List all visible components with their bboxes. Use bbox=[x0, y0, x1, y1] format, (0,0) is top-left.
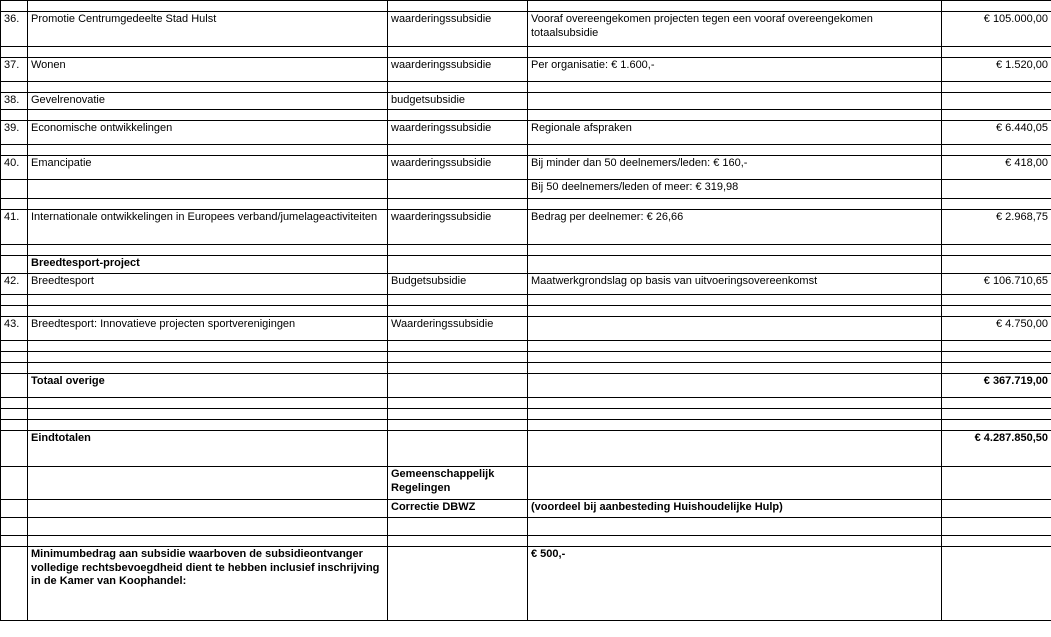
cell-subsidy-type[interactable]: Budgetsubsidie bbox=[388, 273, 528, 294]
table-row bbox=[1, 546, 1051, 620]
cell-subsidy-type[interactable] bbox=[388, 179, 528, 198]
cell-amount[interactable] bbox=[942, 93, 1051, 110]
cell-number[interactable] bbox=[1, 499, 28, 517]
table-row bbox=[1, 58, 1051, 82]
cell-basis[interactable]: (voordeel bij aanbesteding Huishoudelijke Hulp) bbox=[528, 499, 942, 517]
cell-description[interactable] bbox=[28, 294, 388, 305]
cell-amount[interactable] bbox=[942, 82, 1051, 93]
cell-amount[interactable] bbox=[942, 499, 1051, 517]
table-row bbox=[1, 93, 1051, 110]
cell-basis[interactable] bbox=[528, 294, 942, 305]
table-row bbox=[1, 408, 1051, 419]
cell-number[interactable] bbox=[1, 430, 28, 466]
cell-number[interactable] bbox=[1, 517, 28, 535]
table-row bbox=[1, 397, 1051, 408]
cell-amount[interactable] bbox=[942, 419, 1051, 430]
cell-subsidy-type[interactable]: waarderingssubsidie bbox=[388, 58, 528, 82]
cell-subsidy-type[interactable]: waarderingssubsidie bbox=[388, 12, 528, 47]
cell-amount[interactable] bbox=[942, 179, 1051, 198]
cell-basis[interactable]: € 500,- bbox=[528, 546, 942, 620]
cell-description[interactable]: Internationale ontwikkelingen in Europees verband/jumelageactiviteiten bbox=[28, 209, 388, 244]
cell-basis[interactable]: Bedrag per deelnemer: € 26,66 bbox=[528, 209, 942, 244]
cell-number[interactable] bbox=[1, 419, 28, 430]
cell-description[interactable]: Eindtotalen bbox=[28, 430, 388, 466]
cell-amount[interactable] bbox=[942, 144, 1051, 155]
cell-number[interactable] bbox=[1, 294, 28, 305]
table-row bbox=[1, 82, 1051, 93]
cell-subsidy-type[interactable] bbox=[388, 244, 528, 255]
cell-basis[interactable] bbox=[528, 198, 942, 209]
cell-number[interactable] bbox=[1, 144, 28, 155]
cell-basis[interactable]: Per organisatie: € 1.600,- bbox=[528, 58, 942, 82]
cell-subsidy-type[interactable] bbox=[388, 430, 528, 466]
cell-description[interactable] bbox=[28, 109, 388, 120]
cell-subsidy-type[interactable]: Gemeenschappelijk Regelingen bbox=[388, 466, 528, 499]
cell-basis[interactable] bbox=[528, 109, 942, 120]
cell-description[interactable] bbox=[28, 144, 388, 155]
cell-number[interactable] bbox=[1, 82, 28, 93]
table-row bbox=[1, 209, 1051, 244]
cell-amount[interactable] bbox=[942, 47, 1051, 58]
table-row bbox=[1, 351, 1051, 362]
table-row bbox=[1, 1, 1051, 12]
cell-amount[interactable] bbox=[942, 351, 1051, 362]
table-row bbox=[1, 373, 1051, 397]
cell-number[interactable]: 36. bbox=[1, 12, 28, 47]
cell-amount[interactable] bbox=[942, 517, 1051, 535]
cell-subsidy-type[interactable] bbox=[388, 517, 528, 535]
cell-number[interactable]: 38. bbox=[1, 93, 28, 110]
cell-number[interactable] bbox=[1, 340, 28, 351]
cell-description[interactable]: Economische ontwikkelingen bbox=[28, 120, 388, 144]
cell-basis[interactable]: Regionale afspraken bbox=[528, 120, 942, 144]
cell-basis[interactable] bbox=[528, 373, 942, 397]
cell-basis[interactable]: Vooraf overeengekomen projecten tegen een vooraf overeengekomen totaalsubsidie bbox=[528, 12, 942, 47]
cell-subsidy-type[interactable] bbox=[388, 373, 528, 397]
cell-amount[interactable]: € 4.287.850,50 bbox=[942, 430, 1051, 466]
cell-description[interactable] bbox=[28, 82, 388, 93]
cell-number[interactable] bbox=[1, 466, 28, 499]
table-row bbox=[1, 120, 1051, 144]
cell-subsidy-type[interactable] bbox=[388, 255, 528, 273]
table-row bbox=[1, 294, 1051, 305]
table-row bbox=[1, 499, 1051, 517]
cell-description[interactable] bbox=[28, 1, 388, 12]
table-row bbox=[1, 419, 1051, 430]
cell-description[interactable] bbox=[28, 305, 388, 316]
cell-basis[interactable] bbox=[528, 397, 942, 408]
cell-subsidy-type[interactable] bbox=[388, 408, 528, 419]
table-row bbox=[1, 340, 1051, 351]
cell-subsidy-type[interactable] bbox=[388, 82, 528, 93]
cell-basis[interactable] bbox=[528, 408, 942, 419]
cell-description[interactable] bbox=[28, 198, 388, 209]
cell-number[interactable] bbox=[1, 546, 28, 620]
cell-subsidy-type[interactable] bbox=[388, 419, 528, 430]
cell-amount[interactable] bbox=[942, 466, 1051, 499]
cell-subsidy-type[interactable] bbox=[388, 198, 528, 209]
cell-number[interactable]: 43. bbox=[1, 316, 28, 340]
cell-basis[interactable] bbox=[528, 535, 942, 546]
cell-number[interactable] bbox=[1, 1, 28, 12]
cell-number[interactable]: 41. bbox=[1, 209, 28, 244]
cell-amount[interactable]: € 1.520,00 bbox=[942, 58, 1051, 82]
cell-subsidy-type[interactable] bbox=[388, 109, 528, 120]
cell-subsidy-type[interactable]: waarderingssubsidie bbox=[388, 120, 528, 144]
table-row bbox=[1, 198, 1051, 209]
cell-basis[interactable] bbox=[528, 362, 942, 373]
cell-subsidy-type[interactable]: waarderingssubsidie bbox=[388, 209, 528, 244]
cell-subsidy-type[interactable] bbox=[388, 305, 528, 316]
table-row bbox=[1, 535, 1051, 546]
table-row bbox=[1, 109, 1051, 120]
cell-subsidy-type[interactable]: waarderingssubsidie bbox=[388, 155, 528, 179]
cell-description[interactable] bbox=[28, 499, 388, 517]
cell-basis[interactable] bbox=[528, 517, 942, 535]
cell-number[interactable]: 39. bbox=[1, 120, 28, 144]
cell-description[interactable]: Breedtesport-project bbox=[28, 255, 388, 273]
cell-description[interactable]: Wonen bbox=[28, 58, 388, 82]
cell-basis[interactable] bbox=[528, 430, 942, 466]
cell-amount[interactable] bbox=[942, 294, 1051, 305]
cell-description[interactable] bbox=[28, 419, 388, 430]
table-row bbox=[1, 517, 1051, 535]
cell-subsidy-type[interactable] bbox=[388, 1, 528, 12]
table-row bbox=[1, 305, 1051, 316]
cell-amount[interactable]: € 6.440,05 bbox=[942, 120, 1051, 144]
cell-description[interactable] bbox=[28, 179, 388, 198]
cell-subsidy-type[interactable]: budgetsubsidie bbox=[388, 93, 528, 110]
cell-number[interactable] bbox=[1, 198, 28, 209]
table-row bbox=[1, 47, 1051, 58]
cell-description[interactable] bbox=[28, 466, 388, 499]
cell-number[interactable] bbox=[1, 397, 28, 408]
cell-amount[interactable] bbox=[942, 535, 1051, 546]
table-row bbox=[1, 316, 1051, 340]
table-row bbox=[1, 362, 1051, 373]
table-row bbox=[1, 244, 1051, 255]
cell-description[interactable] bbox=[28, 47, 388, 58]
cell-description[interactable]: Minimumbedrag aan subsidie waarboven de subsidieontvanger volledige rechtsbevoegdheid dient te hebben inclusief inschrijving in de Kamer van Koophandel: bbox=[28, 546, 388, 620]
cell-description[interactable] bbox=[28, 517, 388, 535]
cell-subsidy-type[interactable] bbox=[388, 144, 528, 155]
cell-description[interactable] bbox=[28, 408, 388, 419]
cell-number[interactable] bbox=[1, 179, 28, 198]
cell-number[interactable] bbox=[1, 535, 28, 546]
cell-basis[interactable] bbox=[528, 305, 942, 316]
cell-amount[interactable]: € 2.968,75 bbox=[942, 209, 1051, 244]
cell-number[interactable]: 37. bbox=[1, 58, 28, 82]
cell-subsidy-type[interactable]: Correctie DBWZ bbox=[388, 499, 528, 517]
cell-number[interactable] bbox=[1, 305, 28, 316]
cell-amount[interactable] bbox=[942, 1, 1051, 12]
cell-amount[interactable] bbox=[942, 198, 1051, 209]
cell-subsidy-type[interactable] bbox=[388, 340, 528, 351]
cell-number[interactable] bbox=[1, 408, 28, 419]
cell-basis[interactable] bbox=[528, 255, 942, 273]
cell-amount[interactable]: € 105.000,00 bbox=[942, 12, 1051, 47]
cell-description[interactable]: Breedtesport bbox=[28, 273, 388, 294]
cell-description[interactable]: Promotie Centrumgedeelte Stad Hulst bbox=[28, 12, 388, 47]
cell-amount[interactable]: € 367.719,00 bbox=[942, 373, 1051, 397]
table-row bbox=[1, 430, 1051, 466]
table-row bbox=[1, 155, 1051, 179]
cell-basis[interactable] bbox=[528, 419, 942, 430]
cell-amount[interactable] bbox=[942, 305, 1051, 316]
cell-amount[interactable] bbox=[942, 340, 1051, 351]
table-row bbox=[1, 273, 1051, 294]
table-row bbox=[1, 255, 1051, 273]
cell-description[interactable] bbox=[28, 340, 388, 351]
table-row bbox=[1, 144, 1051, 155]
cell-amount[interactable]: € 4.750,00 bbox=[942, 316, 1051, 340]
table-row bbox=[1, 466, 1051, 499]
cell-subsidy-type[interactable] bbox=[388, 362, 528, 373]
cell-subsidy-type[interactable] bbox=[388, 397, 528, 408]
table-row bbox=[1, 179, 1051, 198]
cell-number[interactable]: 40. bbox=[1, 155, 28, 179]
cell-basis[interactable]: Bij 50 deelnemers/leden of meer: € 319,98 bbox=[528, 179, 942, 198]
cell-subsidy-type[interactable]: Waarderingssubsidie bbox=[388, 316, 528, 340]
cell-subsidy-type[interactable] bbox=[388, 351, 528, 362]
cell-amount[interactable] bbox=[942, 255, 1051, 273]
cell-number[interactable] bbox=[1, 255, 28, 273]
cell-description[interactable]: Emancipatie bbox=[28, 155, 388, 179]
cell-amount[interactable] bbox=[942, 408, 1051, 419]
cell-amount[interactable] bbox=[942, 109, 1051, 120]
cell-number[interactable]: 42. bbox=[1, 273, 28, 294]
cell-description[interactable] bbox=[28, 362, 388, 373]
cell-number[interactable] bbox=[1, 373, 28, 397]
cell-number[interactable] bbox=[1, 351, 28, 362]
cell-basis[interactable]: Bij minder dan 50 deelnemers/leden: € 160,- bbox=[528, 155, 942, 179]
cell-basis[interactable] bbox=[528, 144, 942, 155]
cell-description[interactable]: Gevelrenovatie bbox=[28, 93, 388, 110]
cell-description[interactable] bbox=[28, 397, 388, 408]
table-body bbox=[1, 1, 1051, 621]
cell-description[interactable] bbox=[28, 351, 388, 362]
cell-number[interactable] bbox=[1, 244, 28, 255]
cell-amount[interactable] bbox=[942, 546, 1051, 620]
cell-amount[interactable] bbox=[942, 244, 1051, 255]
cell-basis[interactable] bbox=[528, 351, 942, 362]
cell-basis[interactable] bbox=[528, 466, 942, 499]
cell-description[interactable]: Breedtesport: Innovatieve projecten sportverenigingen bbox=[28, 316, 388, 340]
cell-basis[interactable]: Maatwerkgrondslag op basis van uitvoeringsovereenkomst bbox=[528, 273, 942, 294]
cell-number[interactable] bbox=[1, 47, 28, 58]
cell-basis[interactable] bbox=[528, 82, 942, 93]
cell-basis[interactable] bbox=[528, 340, 942, 351]
cell-description[interactable]: Totaal overige bbox=[28, 373, 388, 397]
cell-number[interactable] bbox=[1, 109, 28, 120]
cell-amount[interactable]: € 418,00 bbox=[942, 155, 1051, 179]
cell-description[interactable] bbox=[28, 535, 388, 546]
cell-number[interactable] bbox=[1, 362, 28, 373]
cell-subsidy-type[interactable] bbox=[388, 535, 528, 546]
cell-basis[interactable] bbox=[528, 47, 942, 58]
cell-description[interactable] bbox=[28, 244, 388, 255]
cell-amount[interactable] bbox=[942, 397, 1051, 408]
cell-subsidy-type[interactable] bbox=[388, 294, 528, 305]
cell-subsidy-type[interactable] bbox=[388, 546, 528, 620]
cell-basis[interactable] bbox=[528, 316, 942, 340]
cell-basis[interactable] bbox=[528, 93, 942, 110]
table-row bbox=[1, 12, 1051, 47]
cell-amount[interactable] bbox=[942, 362, 1051, 373]
cell-subsidy-type[interactable] bbox=[388, 47, 528, 58]
cell-amount[interactable]: € 106.710,65 bbox=[942, 273, 1051, 294]
cell-basis[interactable] bbox=[528, 244, 942, 255]
cell-basis[interactable] bbox=[528, 1, 942, 12]
